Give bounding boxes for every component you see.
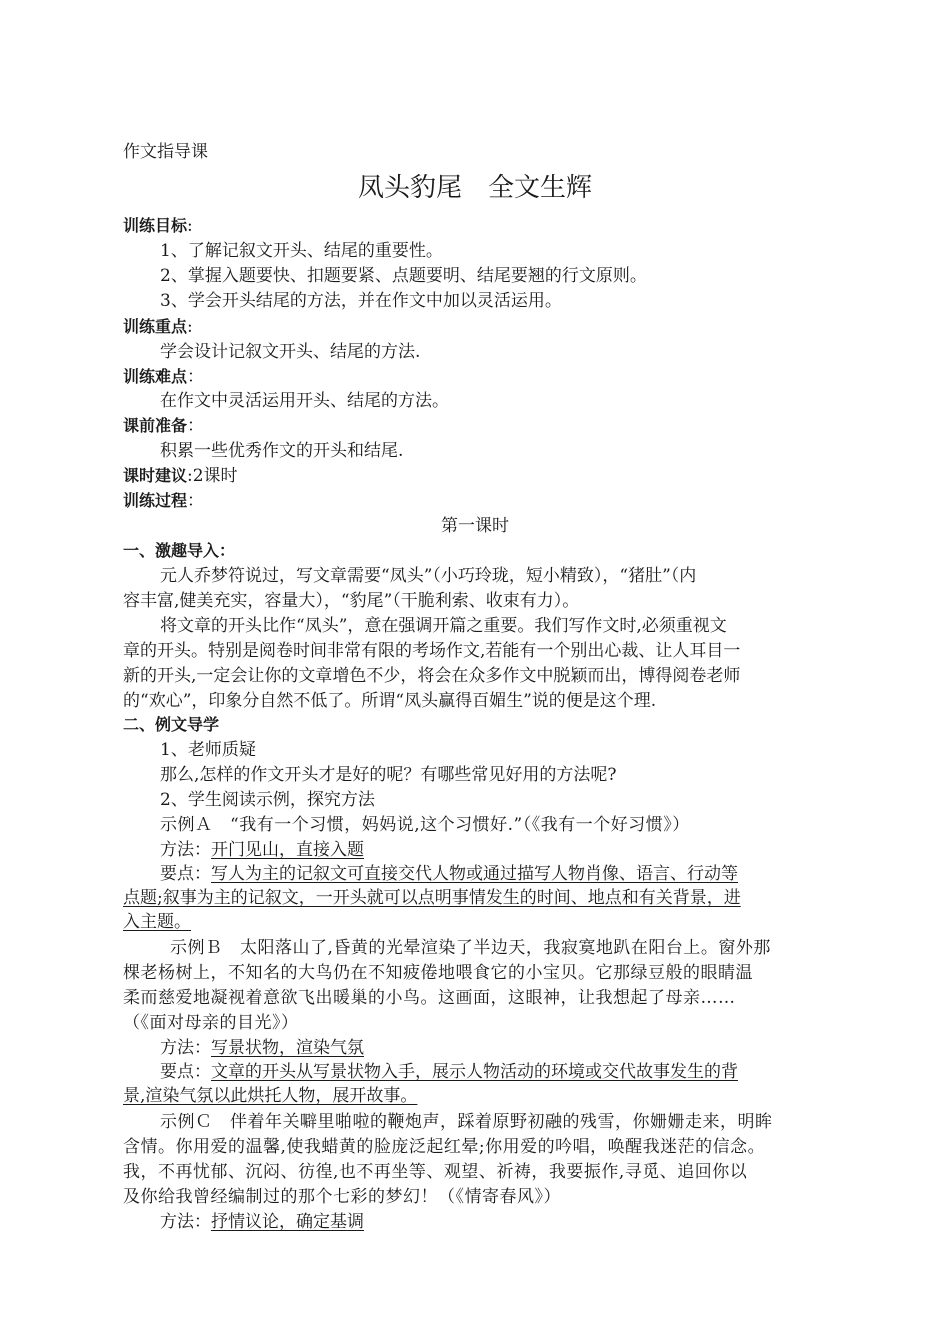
section-two-heading: 二、例文导学 <box>123 715 220 734</box>
paragraph-line: 元人乔梦符说过，写文章需要“凤头”（小巧玲珑，短小精致），“猪肚”（内 <box>160 566 697 586</box>
difficulty-heading: 训练难点 <box>123 367 188 386</box>
paragraph-line: 的“欢心”，印象分自然不低了。所谓“凤头赢得百媚生”说的便是这个理. <box>123 691 657 711</box>
process-colon: ： <box>187 491 205 511</box>
process-heading-line <box>123 489 828 513</box>
example-c-line: 示例Ｃ 伴着年关噼里啪啦的鞭炮声，踩着原野初融的残雪，你姗姗走来，明眸 <box>160 1112 773 1132</box>
example-c-method-line <box>160 1210 865 1234</box>
list-item: 1、老师质疑 <box>160 740 256 760</box>
paragraph-line: 容丰富,健美充实，容量大），“豹尾”（干脆利索、收束有力）。 <box>123 591 580 611</box>
focus-text: 学会设计记叙文开头、结尾的方法. <box>160 342 421 362</box>
example-a-key: 入主题。 <box>123 912 191 932</box>
course-label: 作文指导课 <box>123 142 208 162</box>
method-label: 方法： <box>160 1212 211 1232</box>
example-c-line: 及你给我曾经编制过的那个七彩的梦幻！（《情寄春风》） <box>123 1187 561 1207</box>
example-c-line: 我，不再忧郁、沉闷、彷徨,也不再坐等、观望、祈祷，我要振作,寻觅、追回你以 <box>123 1162 748 1182</box>
paragraph-line: 新的开头,一定会让你的文章增色不少，将会在众多作文中脱颖而出，博得阅卷老师 <box>123 666 741 686</box>
difficulty-text: 在作文中灵活运用开头、结尾的方法。 <box>160 391 449 411</box>
focus-colon: : <box>187 317 193 337</box>
question-text: 那么,怎样的作文开头才是好的呢？有哪些常见好用的方法呢? <box>160 765 617 785</box>
section-one-heading: 一、激趣导入： <box>123 541 236 560</box>
goal-item: 3、学会开头结尾的方法，并在作文中加以灵活运用。 <box>160 291 562 311</box>
method-label: 方法： <box>160 840 211 860</box>
process-heading: 训练过程 <box>123 491 188 510</box>
example-b-key-line <box>160 1060 865 1084</box>
example-b-key: 文章的开头从写景状物入手，展示人物活动的环境或交代故事发生的背 <box>211 1062 738 1082</box>
hours-heading: 课时建议 <box>123 466 188 485</box>
key-label: 要点： <box>160 1062 211 1082</box>
prep-colon: ： <box>187 416 205 436</box>
paragraph-line: 将文章的开头比作“凤头”，意在强调开篇之重要。我们写作文时,必须重视文 <box>160 616 727 636</box>
example-c-line: 含情。你用爱的温馨,使我蜡黄的脸庞泛起红晕;你用爱的吟唱，唤醒我迷茫的信念。 <box>123 1137 766 1157</box>
list-item: 2、学生阅读示例，探究方法 <box>160 790 375 810</box>
goals-heading: 训练目标 <box>123 216 188 235</box>
focus-heading: 训练重点 <box>123 317 188 336</box>
method-label: 方法： <box>160 1038 211 1058</box>
prep-heading-line <box>123 414 828 438</box>
lesson-one: 第一课时 <box>441 516 509 536</box>
goal-item: 2、掌握入题要快、扣题要紧、点题要明、结尾要翘的行文原则。 <box>160 266 647 286</box>
example-b-line: 棵老杨树上，不知名的大鸟仍在不知疲倦地喂食它的小宝贝。它那绿豆般的眼睛温 <box>123 963 753 983</box>
example-a-key: 写人为主的记叙文可直接交代人物或通过描写人物肖像、语言、行动等 <box>211 864 738 884</box>
focus-heading-line <box>123 315 828 339</box>
hours-text: :2课时 <box>187 466 238 486</box>
goal-item: 1、了解记叙文开头、结尾的重要性。 <box>160 241 443 261</box>
hours-line <box>123 464 828 488</box>
example-c-method: 抒情议论，确定基调 <box>211 1212 364 1232</box>
prep-text: 积累一些优秀作文的开头和结尾. <box>160 441 404 461</box>
example-a-key: 点题;叙事为主的记叙文，一开头就可以点明事情发生的时间、地点和有关背景，进 <box>123 888 741 908</box>
example-a-method-line <box>160 838 865 862</box>
example-b-method: 写景状物，渲染气氛 <box>211 1038 364 1058</box>
example-a-key-line <box>160 862 865 886</box>
example-a: 示例Ａ “我有一个习惯，妈妈说,这个习惯好.”（《我有一个好习惯》） <box>160 815 690 835</box>
goals-heading-line <box>123 214 828 238</box>
example-b-key: 景,渲染气氛以此烘托人物，展开故事。 <box>123 1086 418 1106</box>
document-title: 凤头豹尾 全文生辉 <box>357 173 592 203</box>
example-a-method: 开门见山，直接入题 <box>211 840 364 860</box>
paragraph-line: 章的开头。特别是阅卷时间非常有限的考场作文,若能有一个别出心裁、让人耳目一 <box>123 641 741 661</box>
example-b-line: 示例Ｂ 太阳落山了,昏黄的光晕渲染了半边天，我寂寞地趴在阳台上。窗外那 <box>170 938 771 958</box>
difficulty-heading-line <box>123 365 828 389</box>
difficulty-colon: ： <box>187 367 205 387</box>
example-b-line: （《面对母亲的目光》） <box>123 1013 299 1033</box>
key-label: 要点： <box>160 864 211 884</box>
example-b-line: 柔而慈爱地凝视着意欲飞出暖巢的小鸟。这画面，这眼神，让我想起了母亲…… <box>123 988 736 1008</box>
example-b-method-line <box>160 1036 865 1060</box>
prep-heading: 课前准备 <box>123 416 188 435</box>
goals-colon: : <box>187 216 193 236</box>
